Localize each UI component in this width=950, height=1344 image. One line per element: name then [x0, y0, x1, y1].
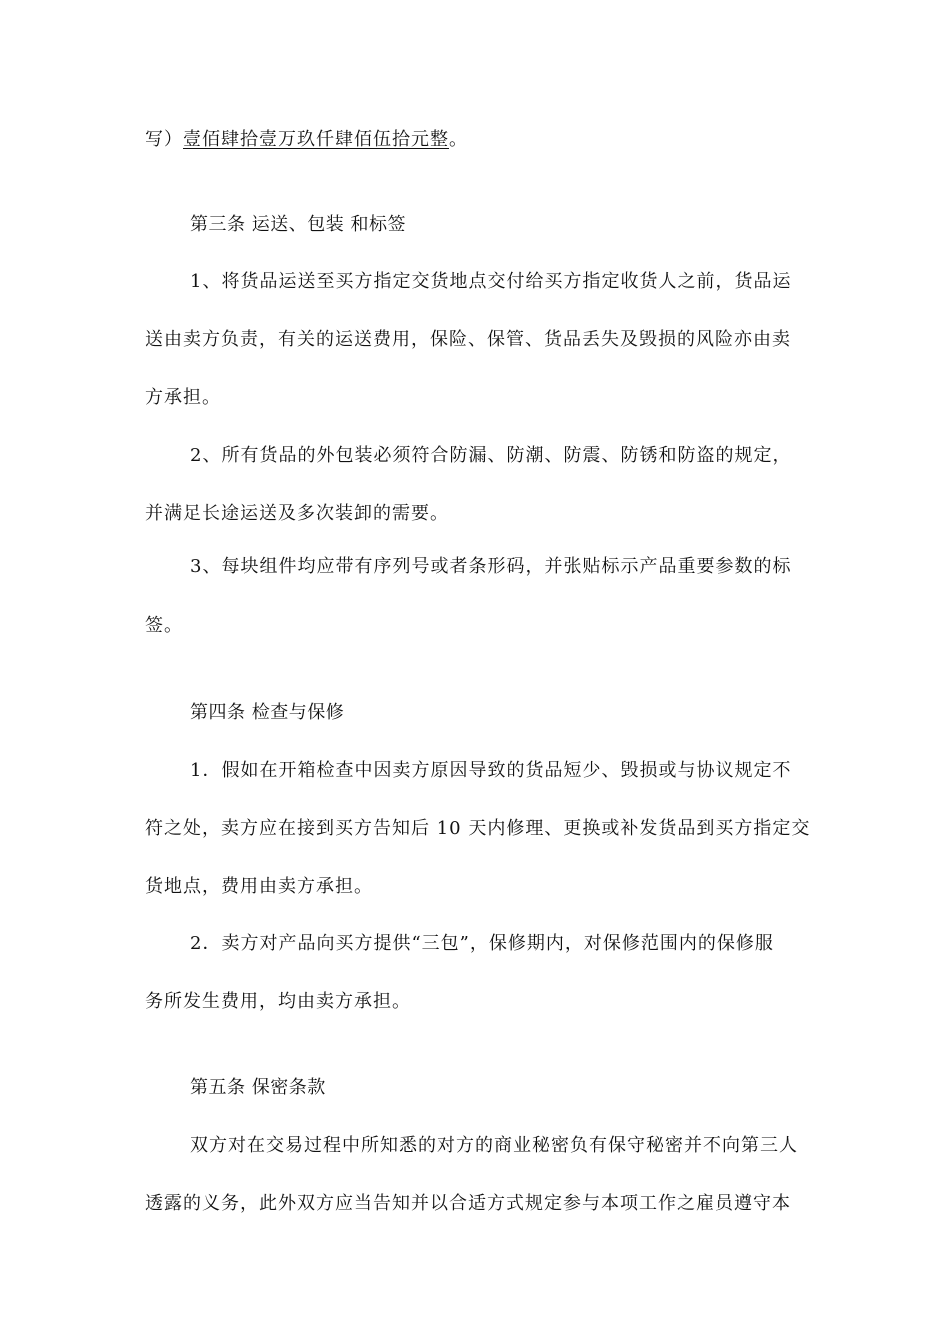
continuation-line — [145, 128, 468, 152]
section-3-clause-3-line-2: 签。 — [145, 615, 183, 636]
section-3-title: 第三条 运送、包装 和标签 — [190, 214, 406, 235]
section-5-title: 第五条 保密条款 — [190, 1077, 326, 1098]
section-3-clause-1-line-1: 1、将货品运送至买方指定交货地点交付给买方指定收货人之前，货品运 — [190, 271, 792, 292]
section-4-clause-1-line-2: 符之处，卖方应在接到买方告知后 10 天内修理、更换或补发货品到买方指定交 — [145, 818, 811, 839]
amount-in-words: 壹佰肆拾壹万玖仟肆佰伍拾元整 — [183, 129, 449, 150]
section-4-clause-1-line-3: 货地点，费用由卖方承担。 — [145, 876, 373, 897]
section-5-paragraph-line-2: 透露的义务，此外双方应当告知并以合适方式规定参与本项工作之雇员遵守本 — [145, 1193, 791, 1214]
continuation-suffix: 。 — [449, 129, 468, 150]
section-4-title: 第四条 检查与保修 — [190, 702, 345, 723]
section-3-clause-3-line-1: 3、每块组件均应带有序列号或者条形码，并张贴标示产品重要参数的标 — [190, 556, 792, 577]
section-4-clause-1-line-1: 1．假如在开箱检查中因卖方原因导致的货品短少、毁损或与协议规定不 — [190, 760, 792, 781]
section-4-clause-2-line-2: 务所发生费用，均由卖方承担。 — [145, 991, 411, 1012]
section-3-clause-1-line-3: 方承担。 — [145, 387, 221, 408]
section-4-clause-2-line-1: 2．卖方对产品向买方提供“三包”，保修期内，对保修范围内的保修服 — [190, 933, 774, 954]
section-3-clause-2-line-1: 2、所有货品的外包装必须符合防漏、防潮、防震、防锈和防盗的规定， — [190, 445, 792, 466]
continuation-prefix: 写） — [145, 129, 183, 150]
section-3-clause-1-line-2: 送由卖方负责，有关的运送费用，保险、保管、货品丢失及毁损的风险亦由卖 — [145, 329, 791, 350]
section-5-paragraph-line-1: 双方对在交易过程中所知悉的对方的商业秘密负有保守秘密并不向第三人 — [190, 1135, 798, 1156]
section-3-clause-2-line-2: 并满足长途运送及多次装卸的需要。 — [145, 503, 449, 524]
